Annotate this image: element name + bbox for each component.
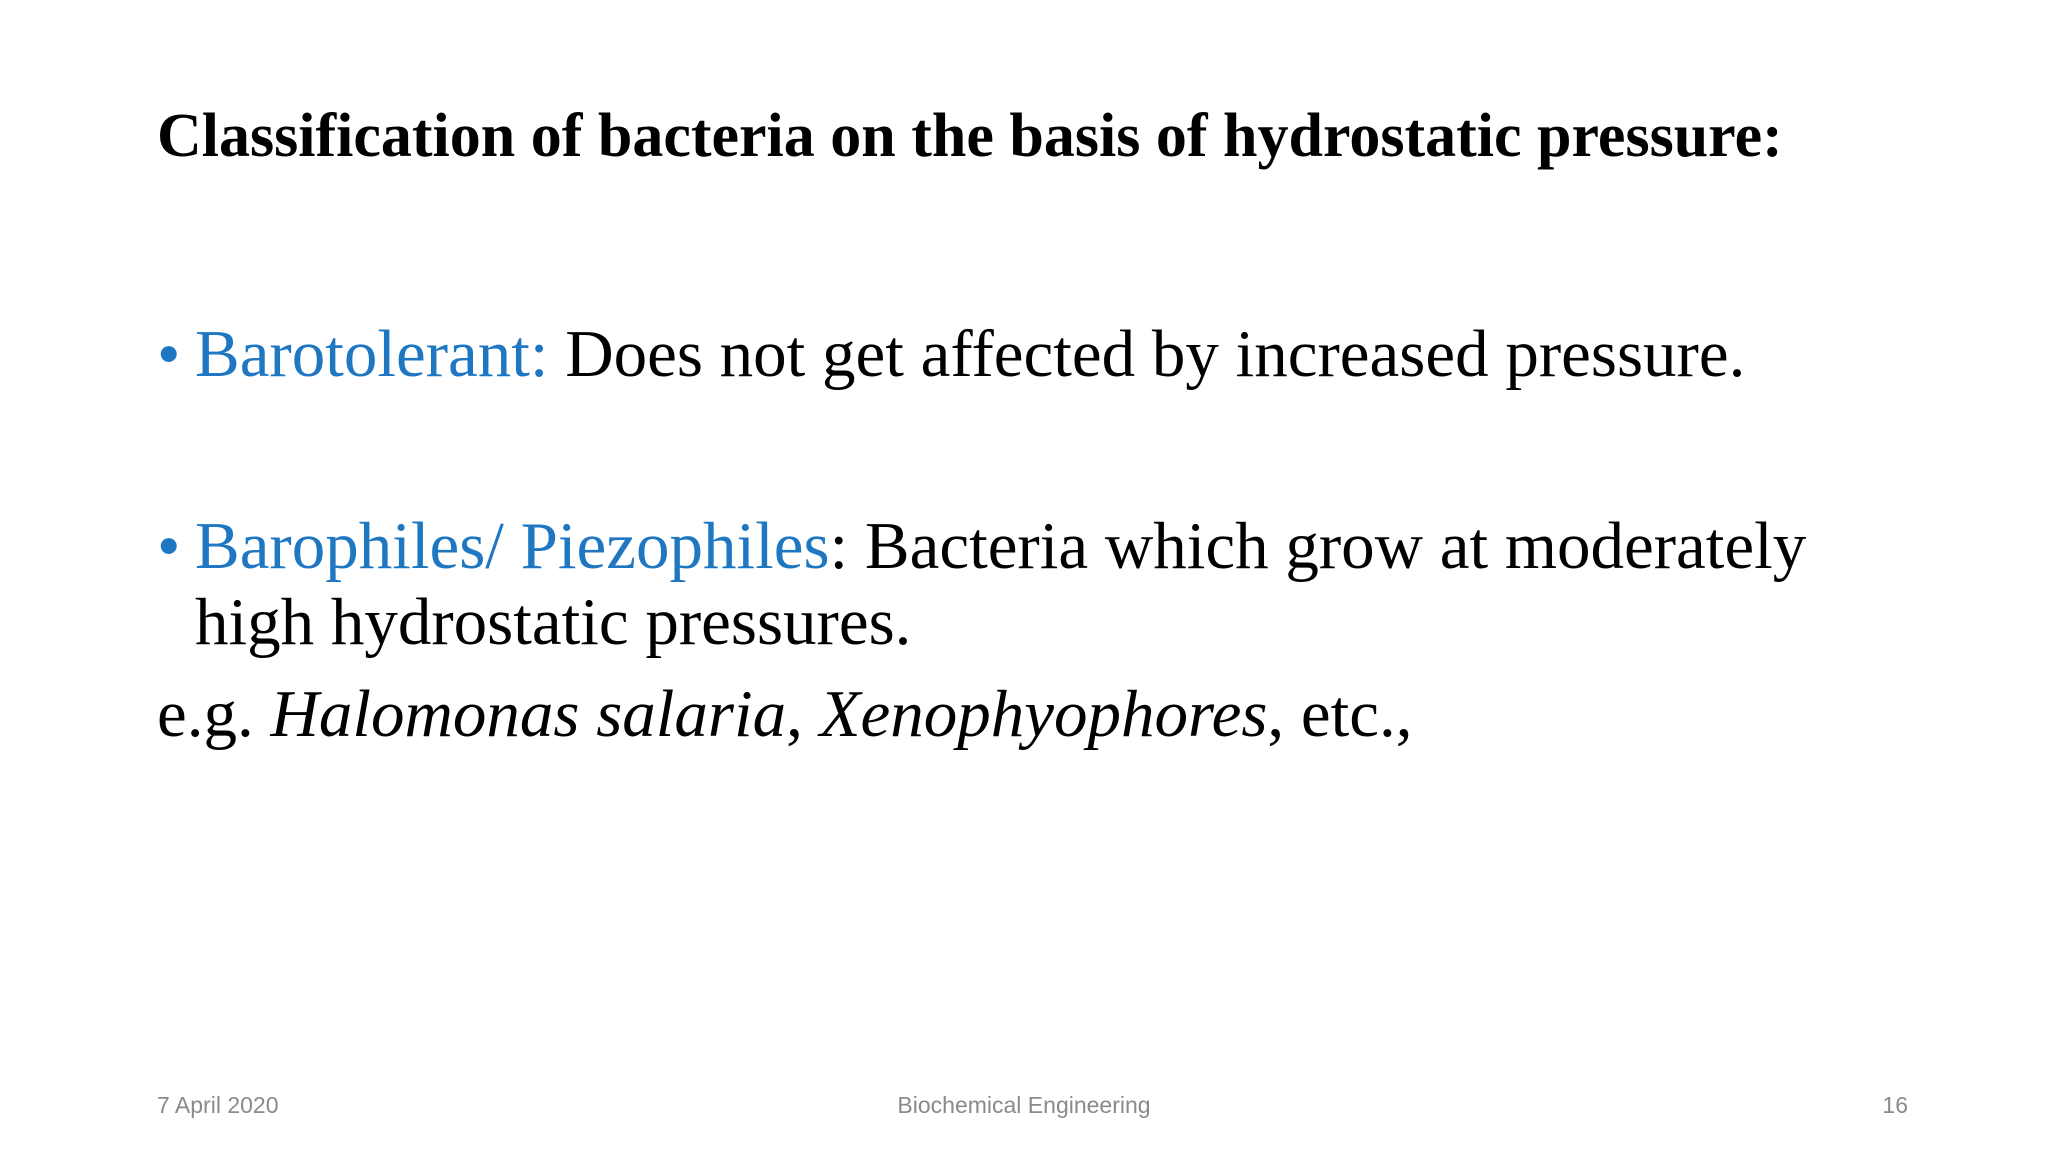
example-species-2: Xenophyophores	[819, 677, 1268, 751]
footer-title: Biochemical Engineering	[897, 1092, 1151, 1118]
bullet-term: Barophiles/ Piezophiles	[195, 509, 830, 583]
example-line	[157, 676, 1917, 752]
bullet-content	[195, 508, 1917, 660]
bullet-definition: : Bacteria which grow at moderately high hydrostatic pressures.	[195, 509, 1807, 659]
example-separator: ,	[786, 677, 820, 751]
example-species-1: Halomonas salaria	[270, 677, 787, 751]
bullet-content	[195, 316, 1917, 392]
bullet-icon: •	[157, 509, 181, 583]
bullet-term: Barotolerant:	[195, 317, 549, 391]
footer-date: 7 April 2020	[157, 1092, 279, 1118]
example-suffix: , etc.,	[1267, 677, 1413, 751]
slide-title: Classification of bacteria on the basis of hydrostatic pressure:	[157, 102, 1783, 170]
bullet-definition: Does not get affected by increased pressure.	[548, 317, 1746, 391]
footer-page-number: 16	[1882, 1092, 1908, 1118]
bullet-item-barotolerant	[157, 316, 1917, 392]
example-prefix: e.g.	[157, 677, 271, 751]
bullet-icon: •	[157, 317, 181, 391]
bullet-item-barophiles	[157, 508, 1917, 660]
